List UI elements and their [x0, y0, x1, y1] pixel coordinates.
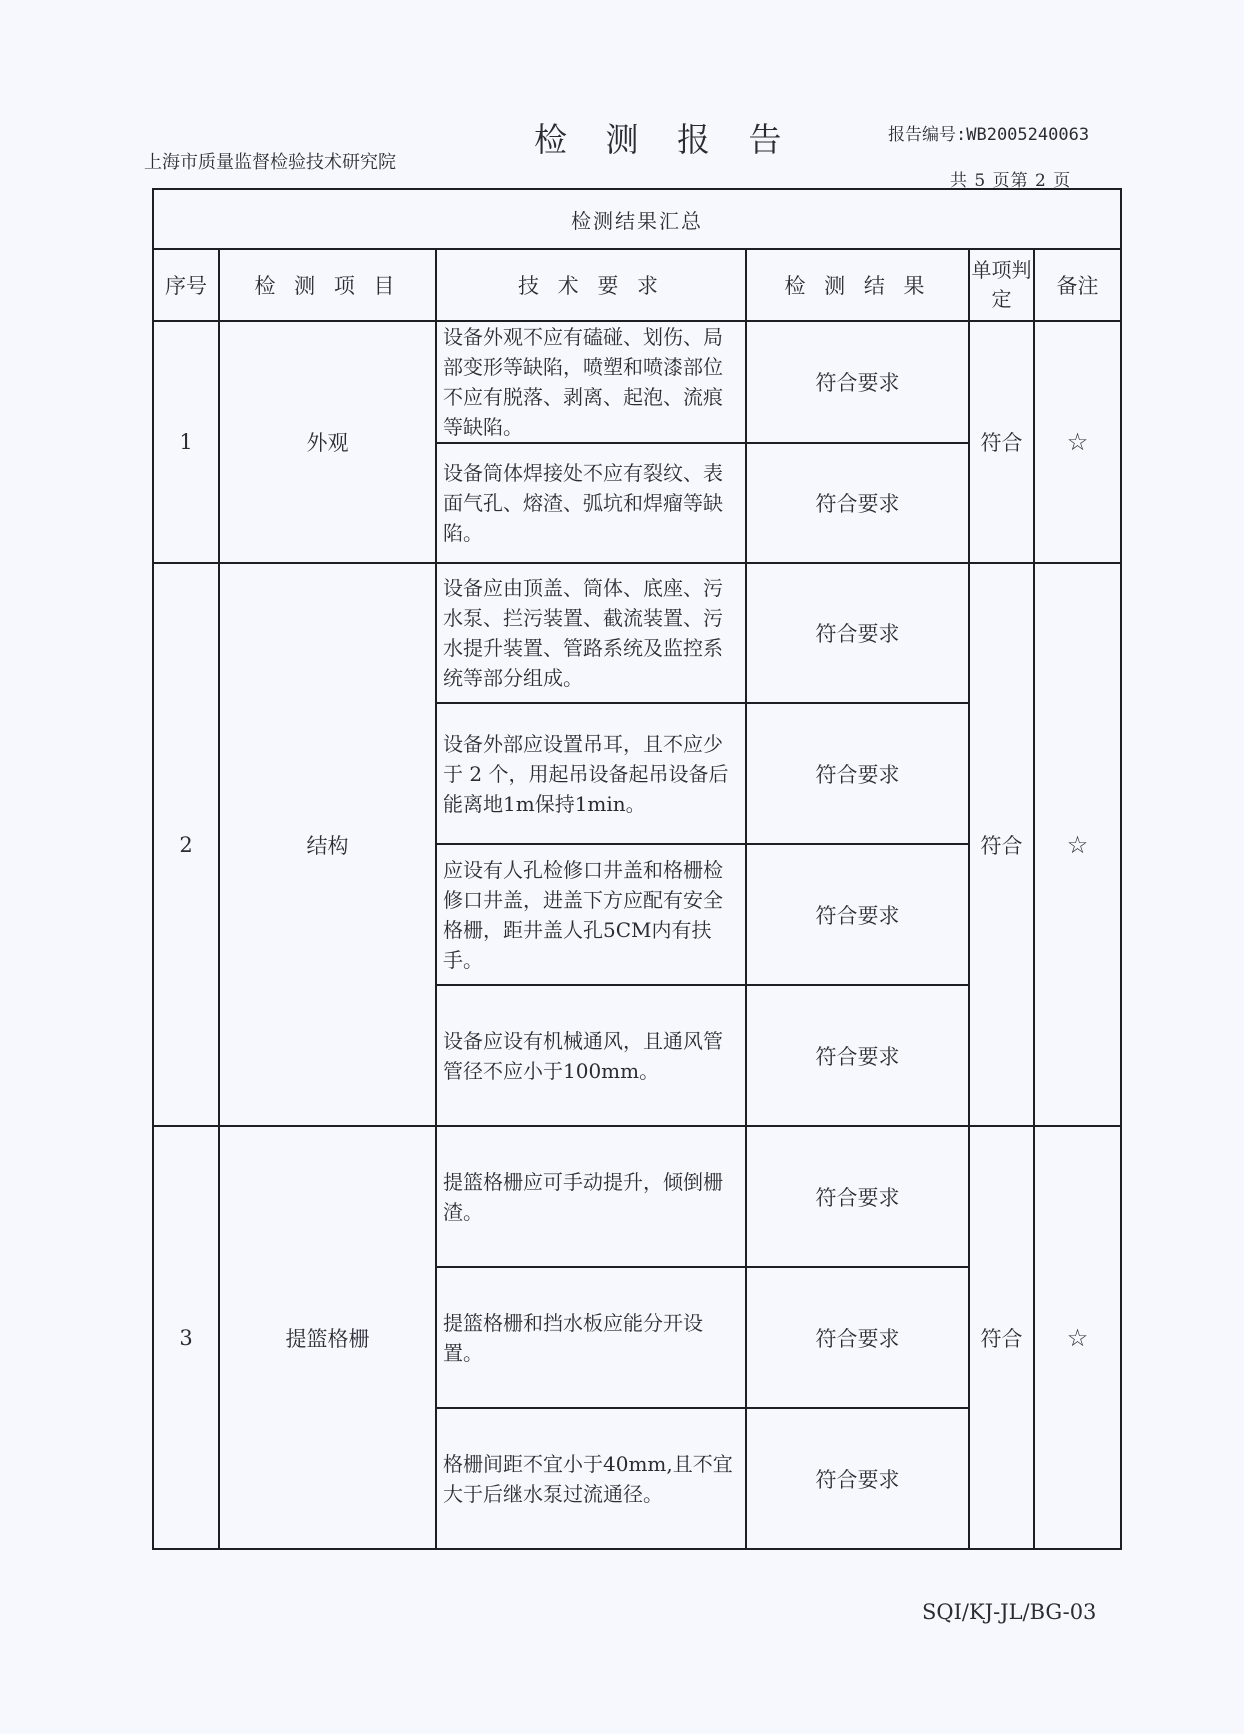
column-header-item: 检 测 项 目 — [219, 249, 436, 321]
table-row — [153, 563, 1121, 703]
test-result: 符合要求 — [746, 985, 969, 1126]
row-number: 2 — [153, 563, 219, 1126]
report-number: 报告编号:WB2005240063 — [888, 125, 1090, 145]
technical-requirement: 设备外观不应有磕碰、划伤、局部变形等缺陷，喷塑和喷漆部位不应有脱落、剥离、起泡、流痕等缺陷。 — [436, 321, 746, 443]
row-number: 1 — [153, 321, 219, 563]
technical-requirement: 应设有人孔检修口井盖和格栅检修口井盖，进盖下方应配有安全格栅，距井盖人孔5CM内有扶手。 — [436, 844, 746, 985]
test-item: 结构 — [219, 563, 436, 1126]
technical-requirement: 设备外部应设置吊耳，且不应少于 2 个，用起吊设备起吊设备后能离地1m保持1min。 — [436, 703, 746, 844]
test-item: 外观 — [219, 321, 436, 563]
test-item: 提篮格栅 — [219, 1126, 436, 1549]
column-header-judgment: 单项判定 — [969, 249, 1034, 321]
remark-star: ☆ — [1034, 563, 1121, 1126]
item-judgment: 符合 — [969, 1126, 1034, 1549]
test-result: 符合要求 — [746, 563, 969, 703]
row-number: 3 — [153, 1126, 219, 1549]
report-title: 检 测 报 告 — [534, 120, 796, 159]
item-judgment: 符合 — [969, 321, 1034, 563]
technical-requirement: 设备应由顶盖、筒体、底座、污水泵、拦污装置、截流装置、污水提升装置、管路系统及监控系统等部分组成。 — [436, 563, 746, 703]
result-summary-table — [152, 188, 1122, 1550]
test-result: 符合要求 — [746, 321, 969, 443]
remark-star: ☆ — [1034, 1126, 1121, 1549]
technical-requirement: 格栅间距不宜小于40mm,且不宜大于后继水泵过流通径。 — [436, 1408, 746, 1549]
technical-requirement: 提篮格栅应可手动提升，倾倒栅渣。 — [436, 1126, 746, 1267]
item-judgment: 符合 — [969, 563, 1034, 1126]
column-header-result: 检 测 结 果 — [746, 249, 969, 321]
table-row — [153, 321, 1121, 443]
test-result: 符合要求 — [746, 443, 969, 563]
technical-requirement: 提篮格栅和挡水板应能分开设置。 — [436, 1267, 746, 1408]
page-indicator: 共 5 页第 2 页 — [950, 171, 1072, 191]
test-result: 符合要求 — [746, 1126, 969, 1267]
form-code: SQI/KJ-JL/BG-03 — [922, 1600, 1097, 1624]
table-header-row — [153, 249, 1121, 321]
test-result: 符合要求 — [746, 1408, 969, 1549]
test-result: 符合要求 — [746, 1267, 969, 1408]
table-row — [153, 1126, 1121, 1267]
test-result: 符合要求 — [746, 844, 969, 985]
remark-star: ☆ — [1034, 321, 1121, 563]
technical-requirement: 设备应设有机械通风，且通风管管径不应小于100mm。 — [436, 985, 746, 1126]
column-header-remark: 备注 — [1034, 249, 1121, 321]
column-header-requirement: 技 术 要 求 — [436, 249, 746, 321]
column-header-no: 序号 — [153, 249, 219, 321]
table-caption: 检测结果汇总 — [153, 189, 1121, 249]
technical-requirement: 设备筒体焊接处不应有裂纹、表面气孔、熔渣、弧坑和焊瘤等缺陷。 — [436, 443, 746, 563]
institute-name: 上海市质量监督检验技术研究院 — [144, 152, 396, 173]
test-result: 符合要求 — [746, 703, 969, 844]
